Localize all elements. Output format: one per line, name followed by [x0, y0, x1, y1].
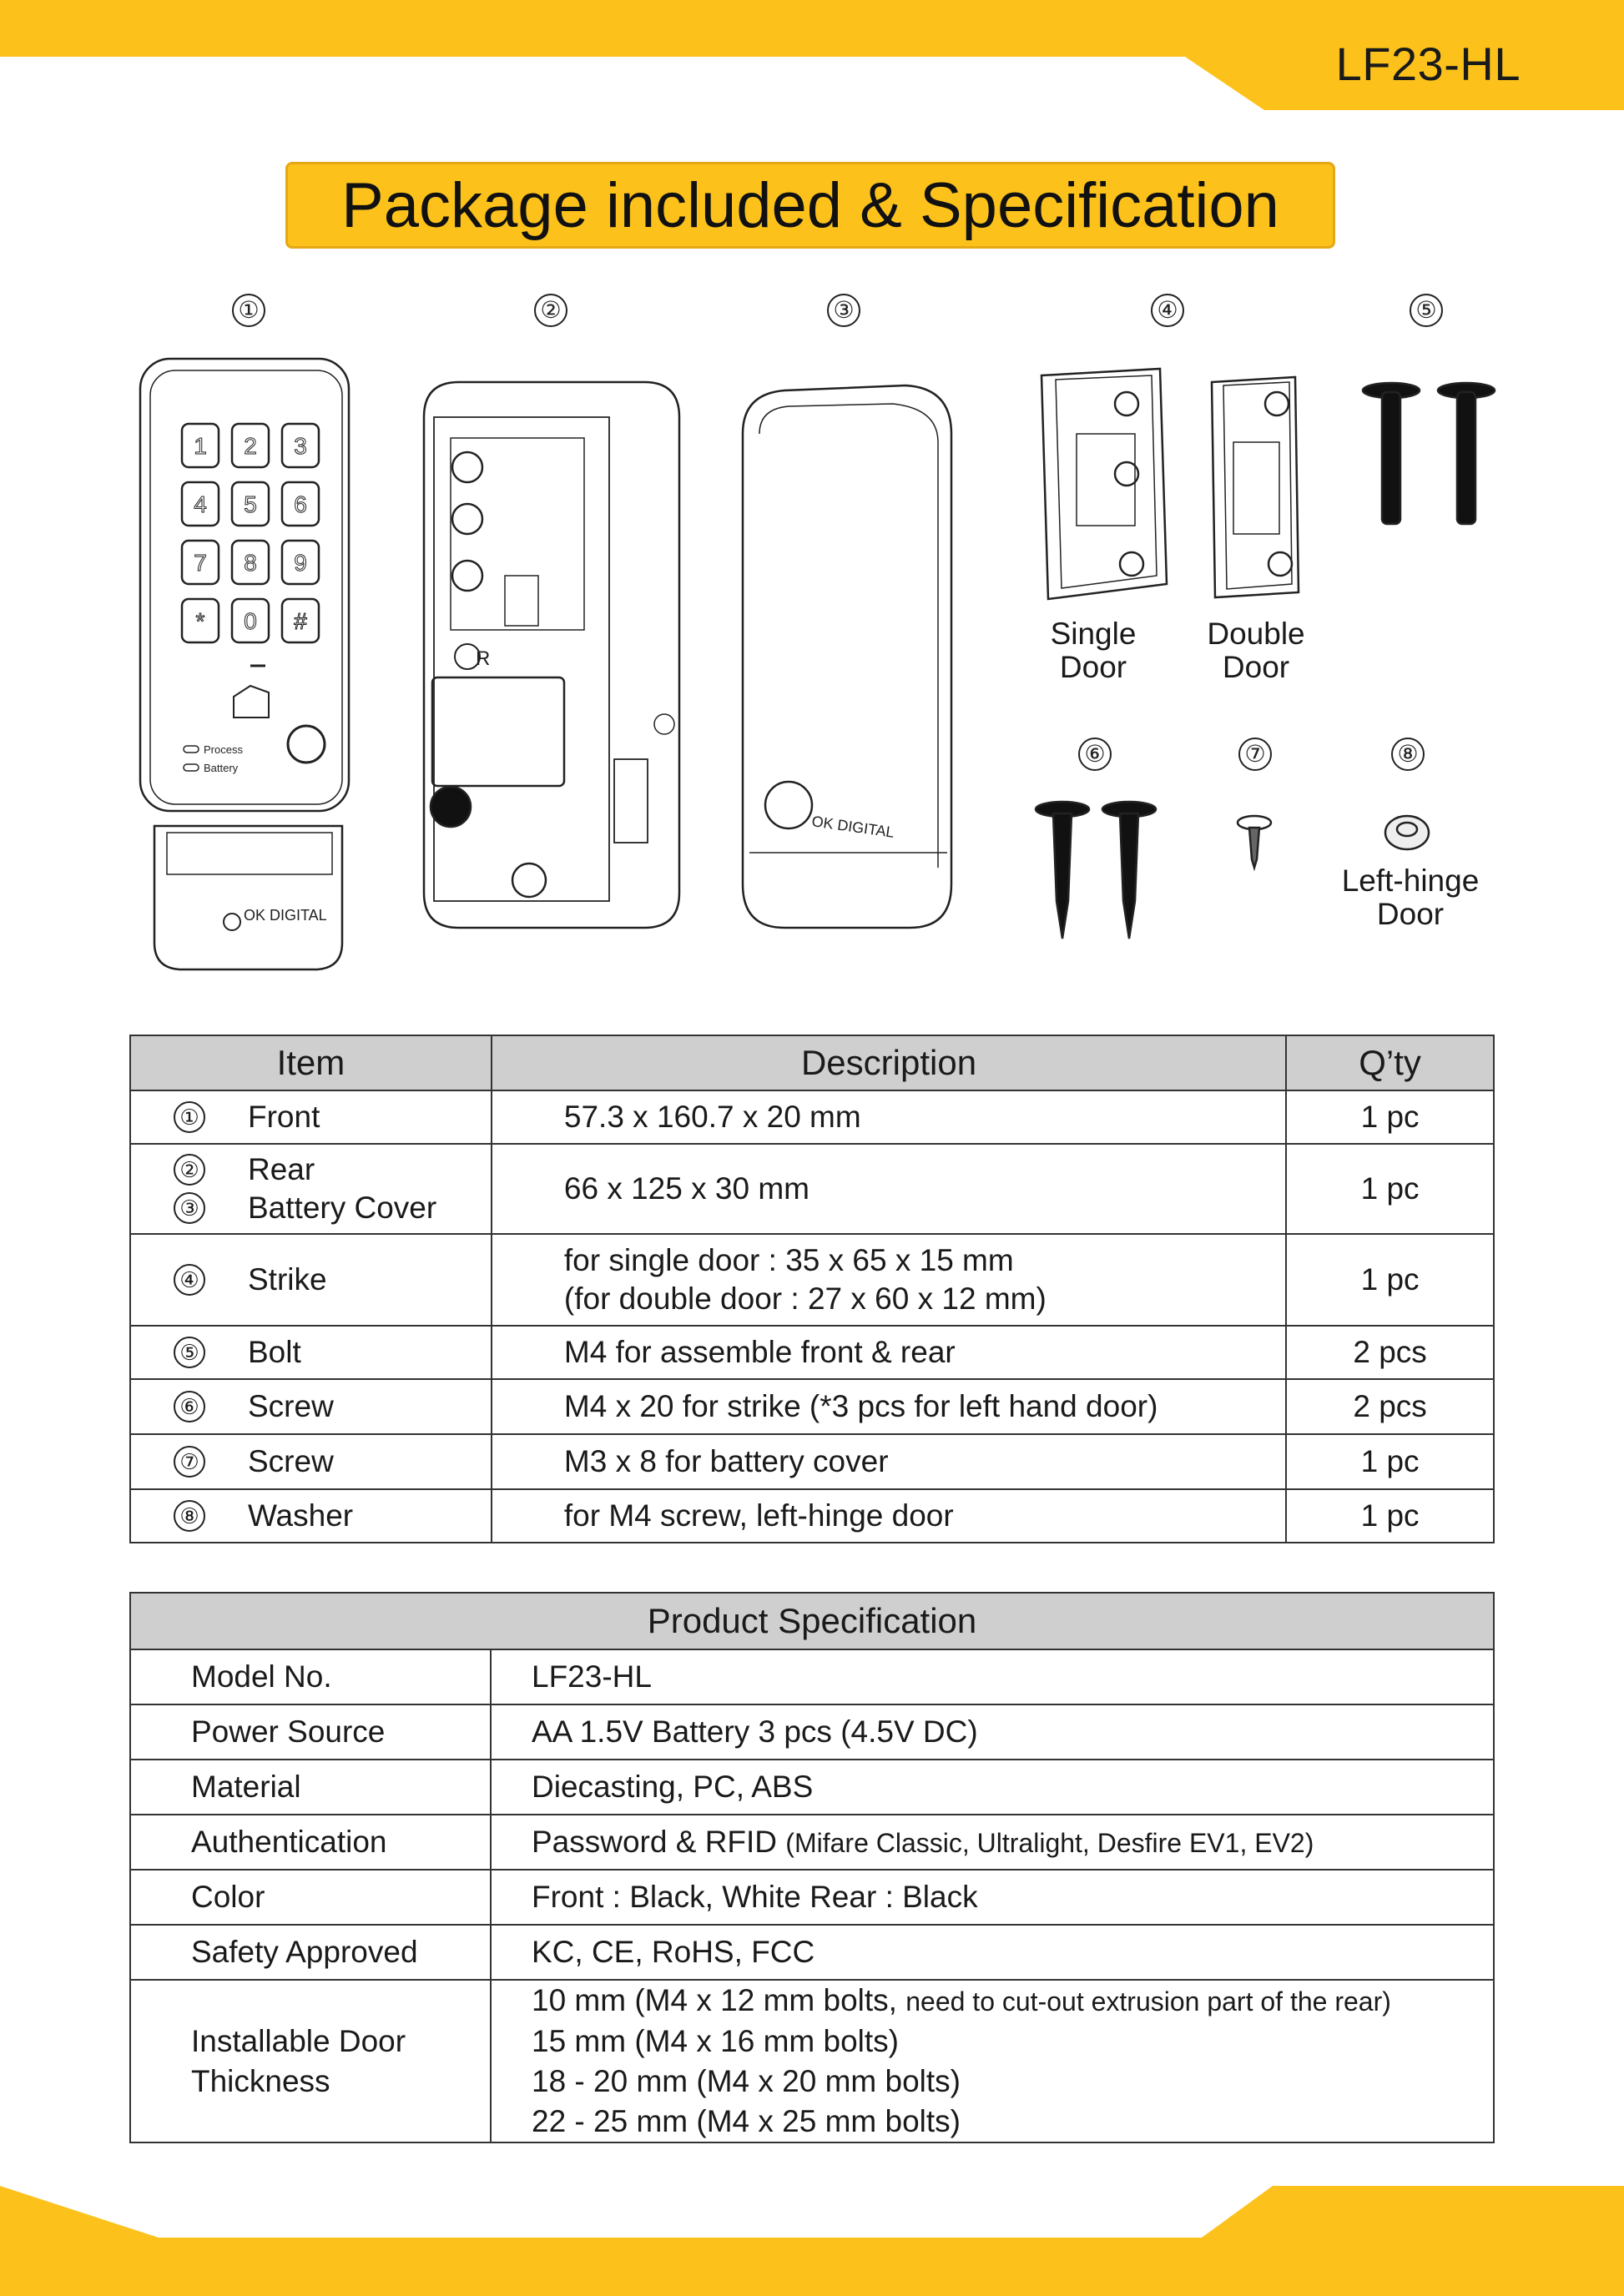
description-cell [492, 1090, 1286, 1144]
spec-value: Diecasting, PC, ABS [491, 1760, 1494, 1815]
status-label: Process [204, 743, 243, 756]
keypad-keys [182, 424, 490, 924]
caption-single-door: Single Door [1050, 617, 1137, 684]
header-description: Description [492, 1035, 1286, 1090]
thickness-line-2: 15 mm (M4 x 16 mm bolts) [532, 2024, 899, 2058]
spec-row [130, 1760, 1494, 1815]
header-qty: Q’ty [1286, 1035, 1494, 1090]
table-row [130, 1379, 1494, 1434]
description-cell [492, 1234, 1286, 1326]
description-line: M4 for assemble front & rear [563, 1335, 956, 1369]
item-number-1: ① [232, 294, 265, 327]
keypad-key-label: 3 [294, 433, 307, 459]
item-cell [130, 1379, 492, 1434]
table-row [130, 1144, 1494, 1234]
spec-label: Model No. [130, 1649, 491, 1704]
spec-value [491, 1980, 1494, 2142]
qty-cell: 1 pc [1286, 1434, 1494, 1489]
spec-label [130, 1980, 491, 2142]
item-cell [130, 1234, 492, 1326]
spec-row [130, 1649, 1494, 1704]
front-unit-drawing [140, 359, 490, 969]
description-cell [492, 1434, 1286, 1489]
table-row [130, 1326, 1494, 1379]
spec-value: LF23-HL [491, 1649, 1494, 1704]
caption-left-hinge-door: Left-hinge Door [1341, 864, 1480, 931]
header-item: Item [130, 1035, 492, 1090]
item-name: Front [248, 1100, 320, 1134]
thickness-label-line: Thickness [191, 2063, 330, 2098]
spec-value: AA 1.5V Battery 3 pcs (4.5V DC) [491, 1704, 1494, 1760]
product-specification-table [129, 1592, 1495, 2143]
item-cell [130, 1434, 492, 1489]
thickness-line-4: 22 - 25 mm (M4 x 25 mm bolts) [532, 2104, 961, 2138]
page-title: Package included & Specification [285, 162, 1335, 249]
spec-label: Color [130, 1870, 491, 1925]
description-line: for single door : 35 x 65 x 15 mm [563, 1243, 1014, 1277]
keypad-key-label: 0 [244, 608, 257, 634]
item-number-2: ② [534, 294, 567, 327]
keypad-key-label: # [294, 608, 307, 634]
keypad-key-label: 6 [294, 491, 307, 517]
bottom-band [0, 2186, 1624, 2296]
spec-row-thickness [130, 1980, 1494, 2142]
item-number-8: ⑧ [1391, 738, 1425, 771]
spec-value: Front : Black, White Rear : Black [491, 1870, 1494, 1925]
spec-value: Password & RFID (Mifare Classic, Ultralight, Desfire EV1, EV2) [491, 1815, 1494, 1870]
keypad-key-label: 8 [244, 550, 257, 576]
strike-single-drawing [1041, 369, 1167, 599]
model-tag: LF23-HL [1335, 38, 1521, 90]
package-items-table [129, 1035, 1495, 1543]
qty-cell: 1 pc [1286, 1234, 1494, 1326]
brand-logo-text: OK DIGITAL [244, 907, 327, 924]
item-name: Bolt [248, 1335, 301, 1369]
qty-cell: 1 pc [1286, 1090, 1494, 1144]
qty-cell: 1 pc [1286, 1144, 1494, 1234]
thickness-line-3: 18 - 20 mm (M4 x 20 mm bolts) [532, 2064, 961, 2098]
item-name: Strike [248, 1262, 327, 1297]
spec-row [130, 1925, 1494, 1980]
spec-label: Authentication [130, 1815, 491, 1870]
table-row [130, 1234, 1494, 1326]
item-number-badge: ⑤ [174, 1337, 205, 1368]
table-row [130, 1489, 1494, 1543]
item-number-badge: ⑦ [174, 1446, 205, 1478]
item-number-3: ③ [827, 294, 860, 327]
spec-row [130, 1870, 1494, 1925]
rear-mark: R [476, 647, 491, 670]
description-line: M3 x 8 for battery cover [563, 1444, 889, 1478]
description-line: 66 x 125 x 30 mm [563, 1171, 809, 1206]
qty-cell: 1 pc [1286, 1489, 1494, 1543]
thickness-line-1: 10 mm (M4 x 12 mm bolts, need to cut-out extrusion part of the rear) [532, 1983, 1391, 2017]
description-cell [492, 1326, 1286, 1379]
table-row [130, 1090, 1494, 1144]
spec-label: Safety Approved [130, 1925, 491, 1980]
spec-header: Product Specification [130, 1593, 1494, 1649]
item-number-badge: ⑥ [174, 1391, 205, 1422]
spec-header-row [130, 1593, 1494, 1649]
table-row [130, 1434, 1494, 1489]
spec-row [130, 1704, 1494, 1760]
description-cell [492, 1489, 1286, 1543]
item-name: Washer [248, 1498, 354, 1533]
item-cell [130, 1326, 492, 1379]
keypad-key-label: 4 [194, 491, 207, 517]
bolts-drawing [1363, 383, 1495, 524]
package-illustrations [0, 0, 1624, 1001]
table-header-row [130, 1035, 1494, 1090]
description-line: 57.3 x 160.7 x 20 mm [563, 1100, 861, 1134]
spec-label: Material [130, 1760, 491, 1815]
spec-label: Power Source [130, 1704, 491, 1760]
screws-m4-drawing [1036, 802, 1156, 939]
item-name: Rear [248, 1152, 315, 1186]
thickness-label-line: Installable Door [191, 2023, 406, 2058]
screw-m3-drawing [1238, 816, 1271, 868]
item-number-badge: ② [174, 1154, 205, 1186]
rear-unit-drawing [424, 382, 679, 928]
item-name: Screw [248, 1444, 334, 1478]
keypad-key-label: 1 [194, 433, 207, 459]
item-cell [130, 1090, 492, 1144]
item-cell [130, 1489, 492, 1543]
item-number-badge: ① [174, 1101, 205, 1133]
washer-drawing [1385, 816, 1429, 849]
description-line: (for double door : 27 x 60 x 12 mm) [563, 1281, 1047, 1316]
battery-cover-drawing [743, 385, 951, 928]
item-name: Battery Cover [248, 1191, 437, 1225]
item-number-7: ⑦ [1238, 738, 1272, 771]
item-number-5: ⑤ [1410, 294, 1443, 327]
description-cell [492, 1379, 1286, 1434]
item-number-badge: ⑧ [174, 1500, 205, 1532]
description-line: M4 x 20 for strike (*3 pcs for left hand door) [563, 1389, 1158, 1423]
item-number-4: ④ [1151, 294, 1184, 327]
description-cell [492, 1144, 1286, 1234]
keypad-key-label: * [195, 608, 205, 634]
keypad-key-label: 9 [294, 550, 307, 576]
keypad-key-label: 5 [244, 491, 257, 517]
item-number-badge: ③ [174, 1192, 205, 1224]
qty-cell: 2 pcs [1286, 1326, 1494, 1379]
item-cell [130, 1144, 492, 1234]
spec-row [130, 1815, 1494, 1870]
svg-text:OK DIGITAL: OK DIGITAL [810, 813, 895, 841]
keypad-key-label: 7 [194, 550, 207, 576]
item-number-6: ⑥ [1078, 738, 1112, 771]
item-name: Screw [248, 1389, 334, 1423]
qty-cell: 2 pcs [1286, 1379, 1494, 1434]
keypad-key-label: 2 [244, 433, 257, 459]
strike-double-drawing [1212, 377, 1299, 597]
caption-double-door: Double Door [1207, 617, 1305, 684]
spec-value: KC, CE, RoHS, FCC [491, 1925, 1494, 1980]
item-number-badge: ④ [174, 1264, 205, 1296]
status-label: Battery [204, 762, 239, 774]
description-line: for M4 screw, left-hinge door [563, 1498, 954, 1533]
